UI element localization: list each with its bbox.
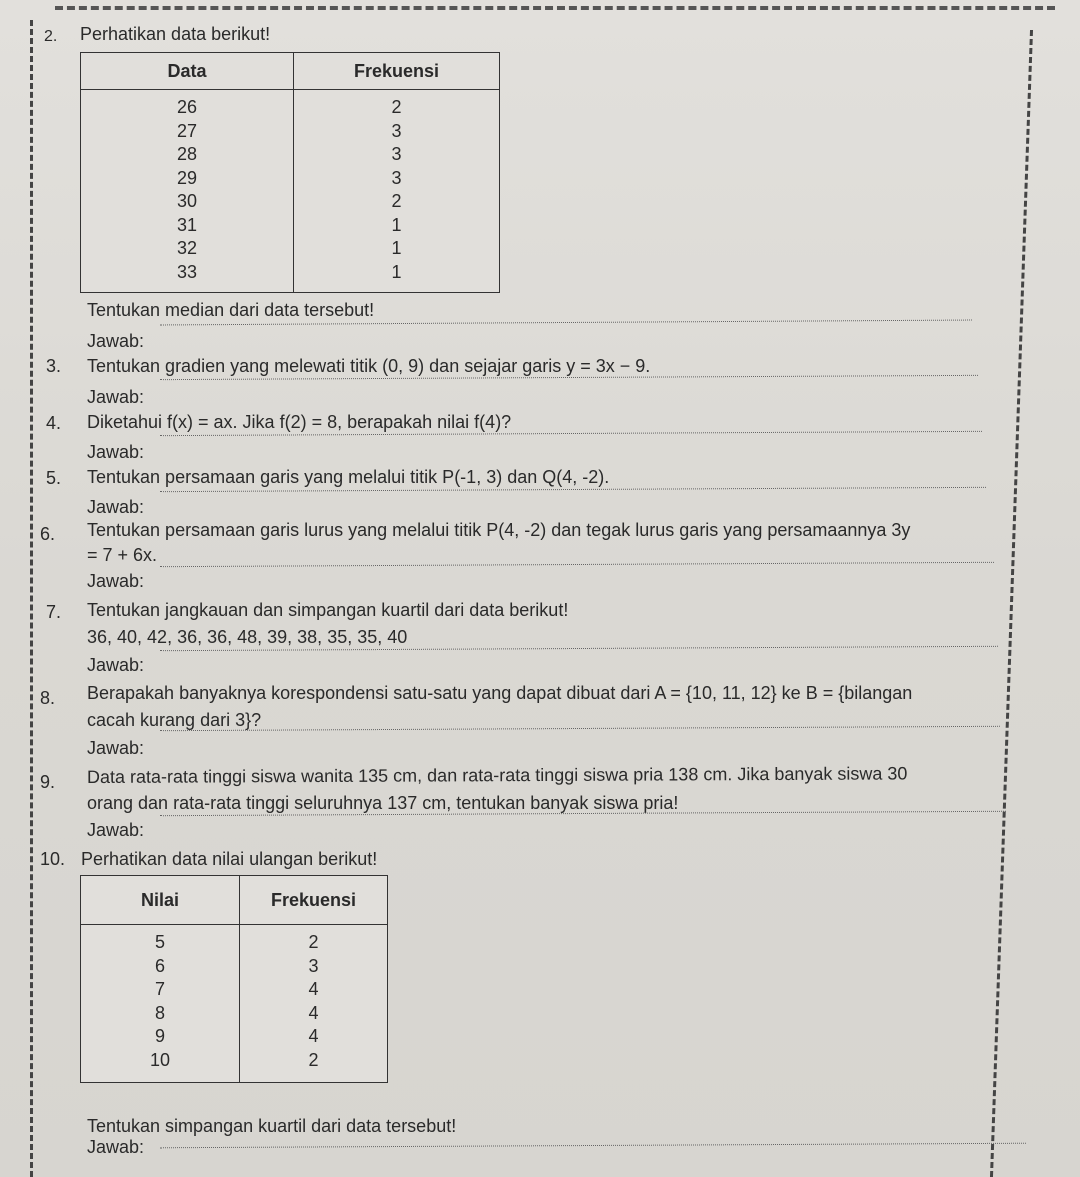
cell-frekuensi: 2 bbox=[294, 190, 500, 214]
table-row bbox=[81, 143, 500, 167]
cell-frekuensi: 2 bbox=[240, 925, 388, 955]
cell-nilai: 5 bbox=[81, 925, 240, 955]
q8-question-line1: Berapakah banyaknya korespondensi satu-satu yang dapat dibuat dari A = {10, 11, 12} ke B = {bilangan bbox=[87, 683, 913, 703]
q10-answer-label: Jawab: bbox=[87, 1137, 145, 1157]
table-row bbox=[81, 925, 388, 955]
q6-answer-line[interactable] bbox=[160, 562, 994, 567]
cell-frekuensi: 3 bbox=[294, 120, 500, 144]
q2-number: 2. bbox=[44, 28, 58, 45]
q6-question-line2: = 7 + 6x. bbox=[87, 545, 158, 565]
cell-frekuensi: 1 bbox=[294, 261, 500, 293]
q2-table-header-data: Data bbox=[81, 53, 294, 90]
q2-question: Tentukan median dari data tersebut! bbox=[87, 300, 375, 320]
q7-answer-label: Jawab: bbox=[87, 655, 145, 675]
q7-number: 7. bbox=[46, 602, 62, 622]
q9-answer-label: Jawab: bbox=[87, 820, 145, 840]
q6-answer-label: Jawab: bbox=[87, 571, 145, 591]
cell-frekuensi: 3 bbox=[240, 955, 388, 979]
q10-answer-line[interactable] bbox=[160, 1143, 1026, 1149]
cell-data: 30 bbox=[81, 190, 294, 214]
cell-frekuensi: 2 bbox=[294, 90, 500, 120]
q5-number: 5. bbox=[46, 468, 62, 488]
cell-frekuensi: 4 bbox=[240, 978, 388, 1002]
table-row bbox=[81, 190, 500, 214]
table-row bbox=[81, 120, 500, 144]
cell-frekuensi: 1 bbox=[294, 214, 500, 238]
cell-data: 29 bbox=[81, 167, 294, 191]
q9-number: 9. bbox=[40, 772, 56, 792]
cell-data: 28 bbox=[81, 143, 294, 167]
cell-frekuensi: 1 bbox=[294, 237, 500, 261]
q8-question-line2: cacah kurang dari 3}? bbox=[87, 710, 262, 730]
table-row bbox=[81, 955, 388, 979]
q2-table-header-frekuensi: Frekuensi bbox=[294, 53, 500, 90]
cell-frekuensi: 2 bbox=[240, 1049, 388, 1083]
q4-question: Diketahui f(x) = ax. Jika f(2) = 8, berapakah nilai f(4)? bbox=[87, 412, 512, 432]
q7-question: Tentukan jangkauan dan simpangan kuartil dari data berikut! bbox=[87, 600, 569, 620]
q2-answer-label: Jawab: bbox=[87, 331, 145, 351]
q7-data-line: 36, 40, 42, 36, 36, 48, 39, 38, 35, 35, 40 bbox=[87, 627, 408, 647]
cell-frekuensi: 4 bbox=[240, 1025, 388, 1049]
q6-question-line1: Tentukan persamaan garis lurus yang melalui titik P(4, -2) dan tegak lurus garis yang persamaannya 3y bbox=[87, 520, 911, 540]
q4-answer-label: Jawab: bbox=[87, 442, 145, 462]
cell-frekuensi: 3 bbox=[294, 143, 500, 167]
table-row bbox=[81, 214, 500, 238]
cell-data: 33 bbox=[81, 261, 294, 293]
table-row bbox=[81, 90, 500, 120]
q2-frequency-table bbox=[80, 52, 500, 293]
cell-nilai: 7 bbox=[81, 978, 240, 1002]
q2-title: Perhatikan data berikut! bbox=[80, 24, 271, 44]
cell-data: 26 bbox=[81, 90, 294, 120]
table-row bbox=[81, 1025, 388, 1049]
binder-edge-right bbox=[990, 30, 1039, 1177]
cell-nilai: 8 bbox=[81, 1002, 240, 1026]
q8-answer-line[interactable] bbox=[160, 726, 1000, 731]
cell-nilai: 9 bbox=[81, 1025, 240, 1049]
cell-nilai: 10 bbox=[81, 1049, 240, 1083]
q10-frequency-table bbox=[80, 875, 388, 1083]
table-row bbox=[81, 237, 500, 261]
cell-nilai: 6 bbox=[81, 955, 240, 979]
cell-data: 27 bbox=[81, 120, 294, 144]
q4-number: 4. bbox=[46, 413, 62, 433]
q9-question-line1: Data rata-rata tinggi siswa wanita 135 cm, dan rata-rata tinggi siswa pria 138 cm. Jika banyak siswa 30 bbox=[86, 763, 908, 787]
q5-question: Tentukan persamaan garis yang melalui titik P(-1, 3) dan Q(4, -2). bbox=[87, 467, 610, 487]
q5-answer-label: Jawab: bbox=[87, 497, 145, 517]
q3-question: Tentukan gradien yang melewati titik (0, 9) dan sejajar garis y = 3x − 9. bbox=[87, 356, 651, 376]
cell-data: 31 bbox=[81, 214, 294, 238]
cell-frekuensi: 3 bbox=[294, 167, 500, 191]
cell-data: 32 bbox=[81, 237, 294, 261]
q8-answer-label: Jawab: bbox=[87, 738, 145, 758]
table-row bbox=[81, 978, 388, 1002]
q10-table-header-nilai: Nilai bbox=[81, 876, 240, 925]
q8-number: 8. bbox=[40, 688, 56, 708]
table-row bbox=[81, 167, 500, 191]
table-row bbox=[81, 1002, 388, 1026]
binder-edge-left bbox=[30, 20, 39, 1177]
q6-number: 6. bbox=[40, 524, 56, 544]
table-row bbox=[81, 1049, 388, 1083]
table-row bbox=[81, 261, 500, 293]
q10-question: Tentukan simpangan kuartil dari data tersebut! bbox=[87, 1116, 457, 1136]
q10-title: Perhatikan data nilai ulangan berikut! bbox=[81, 849, 378, 869]
cell-frekuensi: 4 bbox=[240, 1002, 388, 1026]
q10-table-header-frekuensi: Frekuensi bbox=[240, 876, 388, 925]
q3-number: 3. bbox=[46, 356, 62, 376]
q3-answer-label: Jawab: bbox=[87, 387, 145, 407]
perforation-top bbox=[55, 6, 1055, 18]
q9-question-line2: orang dan rata-rata tinggi seluruhnya 137 cm, tentukan banyak siswa pria! bbox=[87, 793, 679, 813]
q10-number: 10. bbox=[40, 849, 66, 869]
